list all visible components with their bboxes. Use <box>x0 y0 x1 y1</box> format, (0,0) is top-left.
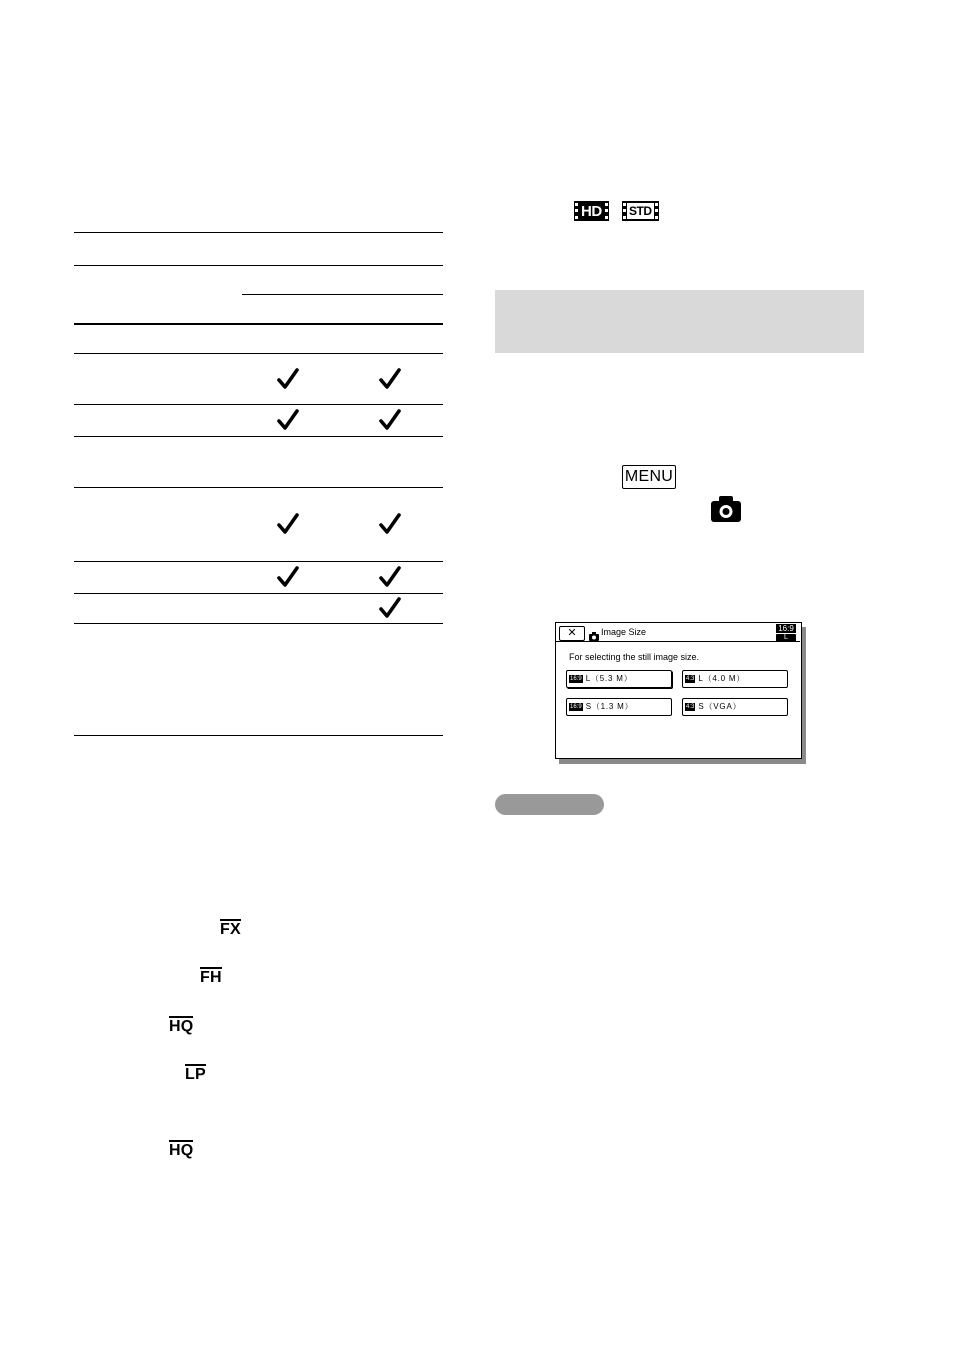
check-icon <box>379 513 401 535</box>
option-l-4-0m[interactable] <box>682 670 788 688</box>
menu-button[interactable]: MENU <box>622 465 676 489</box>
badge-ratio: 16:9 <box>776 624 796 633</box>
hq-mark: HQ <box>169 1018 194 1035</box>
option-label: S（VGA） <box>698 702 742 711</box>
header-rule <box>74 265 443 266</box>
subheader-rule <box>242 294 443 295</box>
row-rule <box>74 623 443 624</box>
heading-box <box>495 290 864 353</box>
hd-icon-label: HD <box>581 202 602 220</box>
camera-small-icon <box>589 628 599 637</box>
table-bottom-rule <box>74 735 443 736</box>
option-l-5-3m[interactable] <box>566 670 672 688</box>
hd-icon <box>574 201 609 221</box>
row-rule <box>74 436 443 437</box>
check-icon <box>379 368 401 390</box>
table-top-rule <box>74 232 443 233</box>
check-icon <box>379 597 401 619</box>
std-icon-label: STD <box>627 201 654 221</box>
check-icon <box>277 513 299 535</box>
option-s-vga[interactable] <box>682 698 788 716</box>
check-icon <box>379 566 401 588</box>
hq-mark-2: HQ <box>169 1142 194 1159</box>
screen-description: For selecting the still image size. <box>569 652 700 662</box>
ratio-badge: 16:9 <box>570 676 582 682</box>
option-label: L（4.0 M） <box>698 674 746 683</box>
row-rule <box>74 561 443 562</box>
option-label: S（1.3 M） <box>585 702 634 711</box>
fx-mark: FX <box>220 921 241 938</box>
check-icon <box>277 409 299 431</box>
badge-size: L <box>776 634 796 642</box>
current-size-badge <box>776 624 796 642</box>
close-button[interactable]: ✕ <box>559 626 585 641</box>
row-rule <box>74 487 443 488</box>
ratio-badge: 16:9 <box>570 704 582 710</box>
ratio-badge: 4:3 <box>686 676 695 682</box>
std-icon <box>622 201 659 221</box>
check-icon <box>277 566 299 588</box>
screen-divider <box>556 641 800 642</box>
option-s-1-3m[interactable] <box>566 698 672 716</box>
row-rule <box>74 353 443 354</box>
check-icon <box>277 368 299 390</box>
check-icon <box>379 409 401 431</box>
option-label: L（5.3 M） <box>585 674 633 683</box>
row-rule <box>74 404 443 405</box>
header-bottom-rule <box>74 323 443 325</box>
ratio-badge: 4:3 <box>686 704 695 710</box>
row-rule <box>74 593 443 594</box>
fh-mark: FH <box>200 969 222 986</box>
lp-mark: LP <box>185 1066 206 1083</box>
screen-title: Image Size <box>601 627 647 637</box>
notes-pill <box>495 794 604 815</box>
image-size-screen <box>555 622 802 759</box>
camera-icon <box>711 496 741 522</box>
